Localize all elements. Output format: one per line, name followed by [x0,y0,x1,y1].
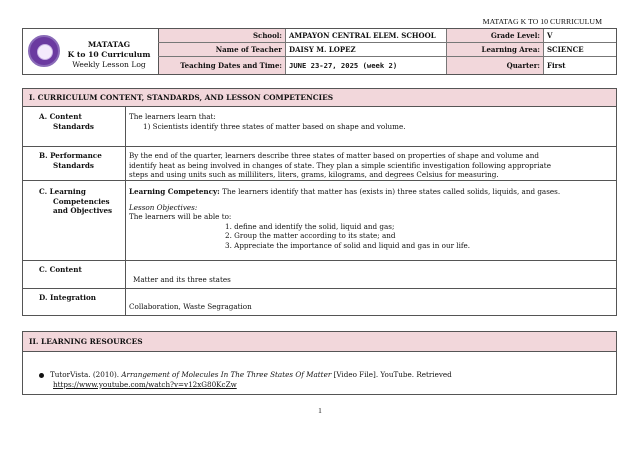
content-standards-value [129,112,406,131]
section-1-title: I. CURRICULUM CONTENT, STANDARDS, AND LESSON COMPETENCIES [23,89,616,107]
school-label: School: [159,29,285,42]
objective-item: 1. define and identify the solid, liquid and gas; [225,221,395,231]
performance-standards-value [129,151,551,180]
deped-seal-icon [28,35,60,67]
objectives-list [129,222,614,251]
section-resources [22,331,617,395]
dates-value: JUNE 23-27, 2025 (week 2) [289,61,398,70]
competencies-value [129,187,614,250]
content-label: C. Content [39,265,82,274]
grade-value: V [547,31,553,40]
dates-label: Teaching Dates and Time: [159,57,285,74]
integration-value: Collaboration, Waste Segragation [129,302,252,311]
logo-title [63,40,155,70]
bullet-icon [39,373,44,378]
competency-line [129,187,614,197]
performance-standards-label [39,151,102,170]
content-standards-intro: The learners learn that: [129,112,216,121]
logo-cell [23,29,159,74]
content-standards-label-2: Standards [53,121,94,131]
section-2-title: II. LEARNING RESOURCES [23,332,616,352]
objective-item: 2. Group the matter according to its state; and [225,231,396,240]
competencies-label [39,187,112,216]
competency-heading: Learning Competency: [129,187,220,196]
teacher-label: Name of Teacher [159,43,285,56]
performance-label-1: B. Performance [39,151,102,160]
competency-text: The learners identify that matter has (exists in) three states called solids, liquids, and gases. [219,187,561,196]
page-number: 1 [318,406,322,415]
performance-line-3: steps and using units such as milliliters, liters, grams, kilograms, and degrees Celsius for measuring. [129,170,499,179]
area-label: Learning Area: [447,43,543,56]
integration-label: D. Integration [39,293,97,302]
resource-suffix: [Video File]. YouTube. Retrieved [331,370,452,379]
quarter-value: First [547,61,566,70]
objectives-intro: The learners will be able to: [129,212,232,221]
resource-title: Arrangement of Molecules In The Three States Of Matter [121,370,332,379]
content-standards-label [39,112,94,131]
content-standards-label-1: A. Content [39,112,82,121]
school-value: AMPAYON CENTRAL ELEM. SCHOOL [289,31,436,40]
performance-label-2: Standards [53,160,94,170]
lesson-header [22,28,617,75]
quarter-label: Quarter: [447,57,543,74]
resource-url-link[interactable]: https://www.youtube.com/watch?v=v12xG80KcZw [53,379,237,389]
section-curriculum [22,88,617,316]
competency-label-2: Competencies [53,196,110,206]
objective-item: 3. Appreciate the importance of solid and liquid and gas in our life. [225,240,471,250]
area-value: SCIENCE [547,45,584,54]
performance-line-2: identify heat as being involved in changes of state. They plan a simple scientific investigation following appropriate [129,160,551,170]
logo-title-1: MATATAG [87,40,131,49]
logo-title-3: Weekly Lesson Log [72,60,146,69]
competency-label-1: C. Learning [39,187,86,196]
content-standards-item: 1) Scientists identify three states of matter based on shape and volume. [143,121,406,131]
resource-item [39,370,609,389]
competency-label-3: and Objectives [53,206,113,215]
teacher-value: DAISY M. LOPEZ [289,45,356,54]
content-value: Matter and its three states [133,275,231,284]
grade-label: Grade Level: [447,29,543,42]
performance-line-1: By the end of the quarter, learners describe three states of matter based on properties of shape and volume and [129,151,539,160]
logo-title-2: K to 10 Curriculum [67,50,151,59]
curriculum-tag: MATATAG K TO 10 CURRICULUM [482,17,602,26]
resource-prefix: TutorVista. (2010). [50,370,122,379]
objectives-heading: Lesson Objectives: [129,202,198,212]
